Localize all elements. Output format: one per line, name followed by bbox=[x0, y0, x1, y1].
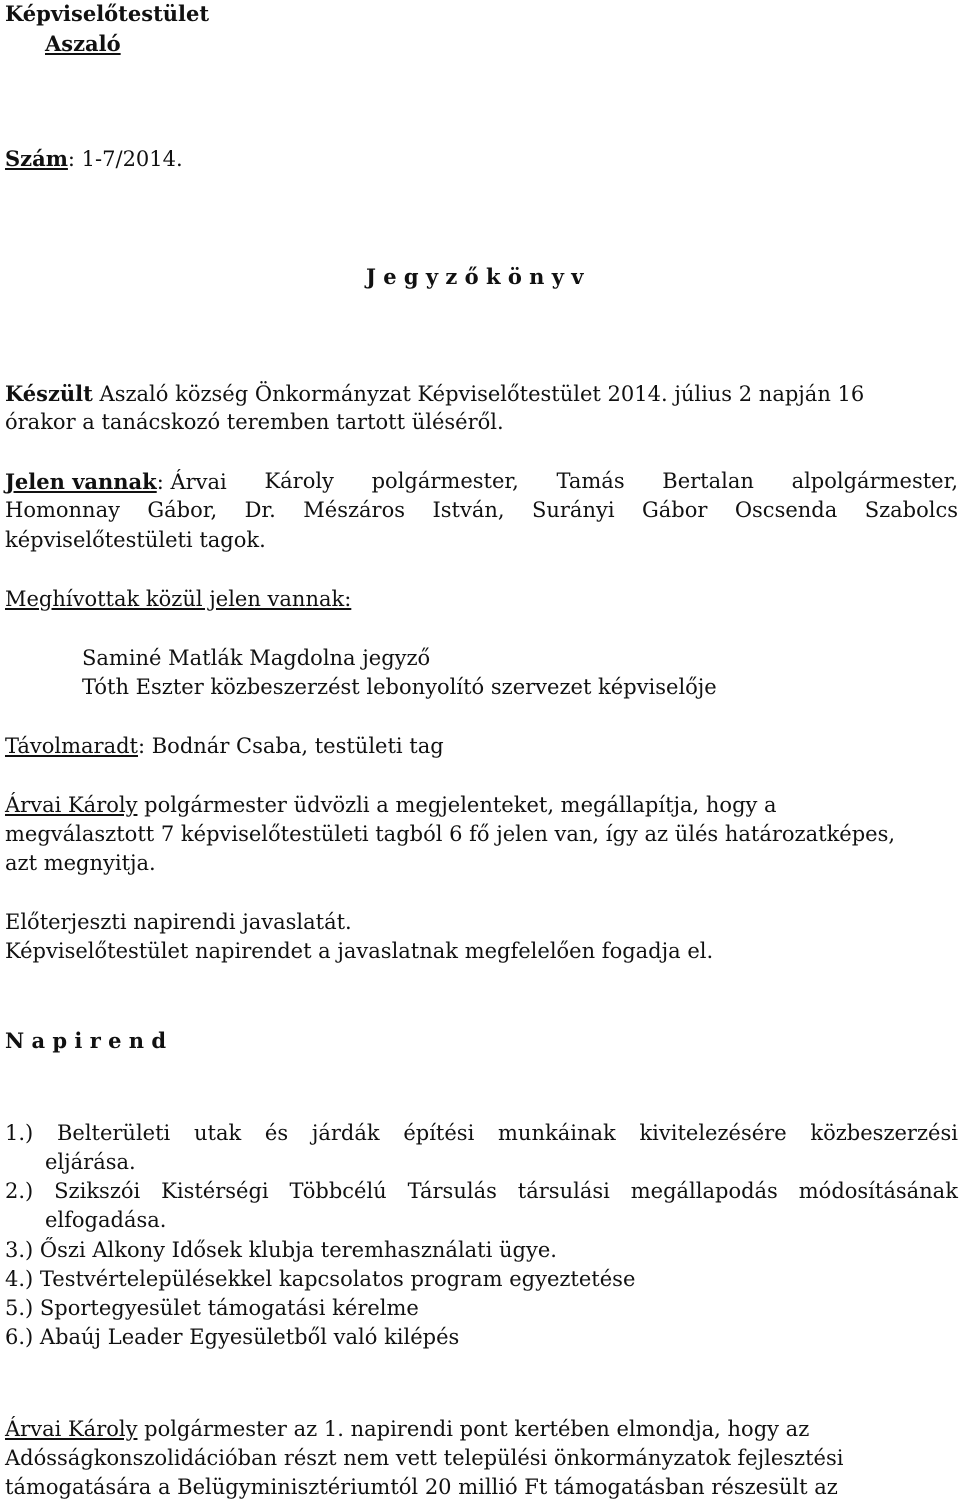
present-word: Károly bbox=[264, 469, 334, 493]
present-word: polgármester, bbox=[371, 469, 519, 493]
made-label: Készült bbox=[5, 381, 93, 406]
agenda-item-1-cont: eljárása. bbox=[45, 1150, 136, 1174]
opening-line-1 bbox=[5, 795, 777, 816]
present-line-3: képviselőtestületi tagok. bbox=[5, 528, 266, 552]
agenda-item-2-cont: elfogadása. bbox=[45, 1208, 167, 1232]
agenda-word: építési bbox=[403, 1121, 475, 1145]
agenda-word: Többcélú bbox=[289, 1179, 387, 1203]
closing-line-1 bbox=[5, 1419, 809, 1440]
agenda-word: Kistérségi bbox=[161, 1179, 269, 1203]
agenda-word: módosításának bbox=[798, 1179, 958, 1203]
present-word: István, bbox=[432, 498, 505, 522]
absent-line bbox=[5, 736, 444, 757]
present-word-group bbox=[5, 471, 227, 493]
present-word: Dr. bbox=[244, 498, 276, 522]
agenda-word: és bbox=[264, 1121, 289, 1145]
agenda-word: 2.) bbox=[5, 1179, 34, 1203]
org-location: Aszaló bbox=[45, 31, 121, 56]
made-text: Aszaló község Önkormányzat Képviselőtestület 2014. július 2 napján 16 bbox=[92, 382, 865, 406]
present-label: Jelen vannak bbox=[5, 469, 157, 494]
absent-label: Távolmaradt bbox=[5, 734, 138, 758]
absent-text: : Bodnár Csaba, testületi tag bbox=[138, 734, 444, 758]
present-word: Bertalan bbox=[662, 469, 754, 493]
present-word: Homonnay bbox=[5, 498, 120, 522]
present-word: Gábor bbox=[641, 498, 708, 522]
document-number bbox=[5, 148, 183, 170]
opening-name: Árvai Károly bbox=[5, 793, 138, 817]
present-word: Tamás bbox=[556, 469, 625, 493]
opening-text: polgármester üdvözli a megjelenteket, megállapítja, hogy a bbox=[137, 793, 777, 817]
agenda-word: 1.) bbox=[5, 1121, 34, 1145]
present-word: Oscsenda bbox=[734, 498, 838, 522]
invited-item: Saminé Matlák Magdolna jegyző bbox=[82, 646, 431, 670]
number-value: : 1-7/2014. bbox=[67, 147, 183, 171]
present-word: Surányi bbox=[531, 498, 615, 522]
closing-name: Árvai Károly bbox=[5, 1417, 138, 1441]
agenda-word: utak bbox=[193, 1121, 242, 1145]
present-word: Szabolcs bbox=[864, 498, 958, 522]
agenda-item-4: 4.) Testvértelepülésekkel kapcsolatos program egyeztetése bbox=[5, 1267, 636, 1291]
agenda-item-3: 3.) Őszi Alkony Idősek klubja teremhasználati ügye. bbox=[5, 1238, 557, 1262]
present-word: alpolgármester, bbox=[791, 469, 958, 493]
made-line-2: órakor a tanácskozó teremben tartott üléséről. bbox=[5, 410, 504, 434]
invited-heading: Meghívottak közül jelen vannak: bbox=[5, 587, 352, 611]
agenda-word: Belterületi bbox=[56, 1121, 171, 1145]
opening-line-3: azt megnyitja. bbox=[5, 851, 156, 875]
proposal-line-2: Képviselőtestület napirendet a javaslatnak megfelelően fogadja el. bbox=[5, 939, 714, 963]
present-word: Gábor, bbox=[147, 498, 218, 522]
agenda-heading: N a p i r e n d bbox=[5, 1028, 167, 1053]
agenda-item-6: 6.) Abaúj Leader Egyesületből való kilépés bbox=[5, 1325, 460, 1349]
number-label: Szám bbox=[5, 146, 68, 171]
made-line-1 bbox=[5, 383, 864, 405]
present-line-2 bbox=[5, 500, 958, 521]
document-title: J e g y z ő k ö n y v bbox=[366, 264, 584, 289]
agenda-word: kivitelezésére bbox=[639, 1121, 787, 1145]
present-line-1 bbox=[5, 471, 958, 493]
agenda-word: Társulás bbox=[407, 1179, 497, 1203]
agenda-item-5: 5.) Sportegyesület támogatási kérelme bbox=[5, 1296, 419, 1320]
closing-text: polgármester az 1. napirendi pont kertében elmondja, hogy az bbox=[137, 1417, 810, 1441]
agenda-item-1 bbox=[5, 1123, 958, 1144]
opening-line-2: megválasztott 7 képviselőtestületi tagból 6 fő jelen van, így az ülés határozatképes, bbox=[5, 822, 896, 846]
proposal-line-1: Előterjeszti napirendi javaslatát. bbox=[5, 910, 352, 934]
agenda-word: társulási bbox=[517, 1179, 610, 1203]
agenda-word: Szikszói bbox=[54, 1179, 141, 1203]
agenda-word: munkáinak bbox=[498, 1121, 616, 1145]
closing-line-3: támogatására a Belügyminisztériumtól 20 millió Ft támogatásban részesült az bbox=[5, 1475, 838, 1499]
closing-line-2: Adósságkonszolidációban részt nem vett települési önkormányzatok fejlesztési bbox=[5, 1446, 844, 1470]
agenda-word: megállapodás bbox=[630, 1179, 778, 1203]
agenda-item-2 bbox=[5, 1181, 958, 1202]
present-word: : Árvai bbox=[156, 470, 227, 494]
agenda-word: járdák bbox=[311, 1121, 380, 1145]
invited-item: Tóth Eszter közbeszerzést lebonyolító szervezet képviselője bbox=[82, 675, 717, 699]
org-name: Képviselőtestület bbox=[5, 1, 210, 26]
agenda-word: közbeszerzési bbox=[810, 1121, 958, 1145]
present-word: Mészáros bbox=[303, 498, 406, 522]
